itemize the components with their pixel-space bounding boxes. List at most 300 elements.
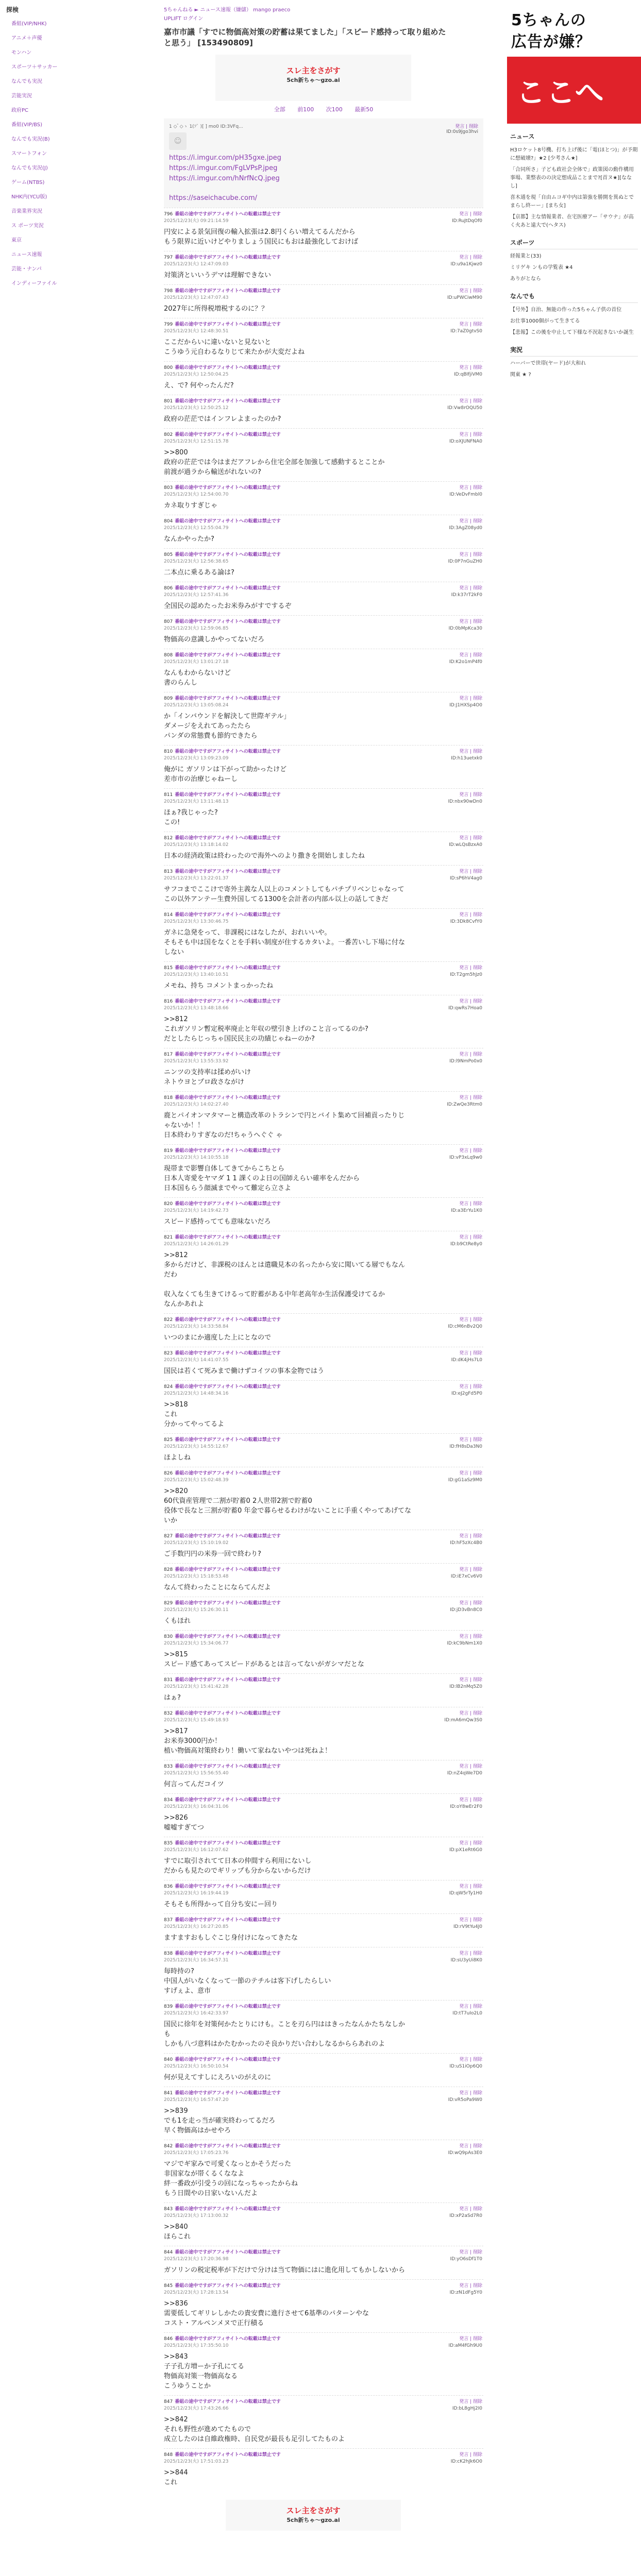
- post-header: [164, 1533, 380, 1547]
- post-actions[interactable]: [420, 1437, 482, 1450]
- post-number[interactable]: 799: [164, 322, 173, 327]
- post-action-links[interactable]: 発言 | 削除: [459, 1095, 482, 1100]
- post-action-links[interactable]: 発言 | 削除: [459, 2207, 482, 2212]
- post-id[interactable]: ID:nZ4qWe7D0: [447, 1771, 482, 1776]
- post-number[interactable]: 809: [164, 696, 173, 701]
- op-image-link-2[interactable]: https://i.imgur.com/FgLVPsP.jpeg: [169, 164, 278, 172]
- post-actions[interactable]: [420, 2206, 482, 2219]
- news-item[interactable]: 関東 ★ ?: [510, 372, 531, 378]
- post-actions[interactable]: [420, 1677, 482, 1690]
- post-number[interactable]: 816: [164, 999, 173, 1004]
- post-actions[interactable]: [420, 2283, 482, 2296]
- post-header: [164, 321, 380, 335]
- post-action-links[interactable]: 発言 | 削除: [459, 696, 482, 701]
- post-action-links[interactable]: 発言 | 削除: [459, 365, 482, 370]
- post-number[interactable]: 847: [164, 2399, 173, 2404]
- post-number[interactable]: 842: [164, 2144, 173, 2149]
- nav-next-100[interactable]: 次100: [326, 106, 343, 113]
- post-action-links[interactable]: 発言 | 削除: [459, 653, 482, 658]
- post: [164, 1913, 483, 1947]
- post-number[interactable]: 812: [164, 836, 173, 841]
- post-actions[interactable]: [420, 1764, 482, 1777]
- sidebar-item[interactable]: スポーツ＋サッカー: [11, 64, 58, 70]
- news-heading: スポーツ: [510, 238, 638, 249]
- post-actions[interactable]: [420, 749, 482, 762]
- post-id[interactable]: ID:a3ErYu1K0: [451, 1208, 482, 1213]
- post-action-links[interactable]: 発言 | 削除: [459, 322, 482, 327]
- post-id[interactable]: ID:tT7uIo2L0: [452, 2011, 482, 2016]
- sidebar-item[interactable]: スマートフォン: [11, 151, 47, 157]
- post-actions[interactable]: [420, 585, 482, 599]
- post-id[interactable]: ID:eJ2gFd5P0: [451, 1391, 482, 1396]
- post-actions[interactable]: [420, 2090, 482, 2104]
- post-body: >>842 それも野性が進めてたもので 成立したのは自維政権時、自民党が最長も足引してたものよ: [164, 2416, 345, 2443]
- post-number[interactable]: 823: [164, 1351, 173, 1356]
- post-action-links[interactable]: 発言 | 削除: [459, 749, 482, 754]
- sidebar-item[interactable]: 政府PC: [11, 108, 29, 113]
- post-actions[interactable]: [420, 1951, 482, 1964]
- post-actions[interactable]: [420, 1234, 482, 1248]
- post-id[interactable]: ID:K2o1mP4f0: [449, 659, 482, 665]
- post-actions[interactable]: [420, 1201, 482, 1214]
- post-action-links[interactable]: 発言 | 削除: [459, 1052, 482, 1057]
- post-actions[interactable]: [420, 912, 482, 925]
- sidebar-item[interactable]: 芸能・ナンパ: [11, 266, 42, 272]
- post-id[interactable]: ID:yO6sDf1T0: [450, 2257, 482, 2262]
- login-link[interactable]: UPLIFT ログイン: [164, 16, 204, 22]
- news-item[interactable]: 【悲報】この後を中止して下様な不況起きないか誕生: [510, 330, 634, 335]
- post-actions[interactable]: [420, 619, 482, 632]
- post-action-links[interactable]: 発言 | 削除: [459, 212, 482, 217]
- news-item[interactable]: 経報業と(33): [510, 253, 542, 259]
- post-actions[interactable]: [420, 485, 482, 498]
- post-action-links[interactable]: 発言 | 削除: [459, 1534, 482, 1539]
- post-action-links[interactable]: 発言 | 削除: [459, 1384, 482, 1389]
- post-id[interactable]: ID:k37rT2kF0: [451, 592, 482, 598]
- bottom-banner[interactable]: [226, 2500, 401, 2531]
- post-number[interactable]: 831: [164, 1677, 173, 1683]
- post-action-links[interactable]: 発言 | 削除: [459, 1235, 482, 1240]
- post-actions[interactable]: [420, 2399, 482, 2412]
- post-actions[interactable]: [420, 998, 482, 1012]
- post: [164, 1630, 483, 1673]
- post-date: 2025/12/23(火) 15:34:06.77: [164, 1641, 229, 1646]
- post-action-links[interactable]: 発言 | 削除: [459, 2057, 482, 2062]
- ad-headline-1: 5ちゃんの: [511, 11, 586, 29]
- post-number[interactable]: 806: [164, 586, 173, 591]
- post-number[interactable]: 807: [164, 619, 173, 624]
- post-number[interactable]: 830: [164, 1634, 173, 1639]
- post-id[interactable]: ID:qwRs7Hoa0: [448, 1006, 482, 1011]
- post-action-links[interactable]: 発言 | 削除: [459, 619, 482, 624]
- post-id[interactable]: ID:iE7xCv6V0: [450, 1574, 482, 1579]
- post-header: [164, 211, 380, 225]
- sidebar-item[interactable]: アニメ＋声優: [11, 36, 42, 41]
- post-body: そもそも所得かって自分ち安にー回り: [164, 1901, 278, 1908]
- post-author: 番組の途中ですがアフィサイトへの転載は禁止です: [175, 1711, 281, 1716]
- post: [164, 1144, 483, 1197]
- sidebar-item[interactable]: ゲーム(NTBS): [11, 180, 45, 185]
- post-number[interactable]: 827: [164, 1534, 173, 1539]
- post-id[interactable]: ID:sP6hV4ag0: [450, 876, 482, 881]
- post-number[interactable]: 840: [164, 2057, 173, 2062]
- post-header: [164, 432, 380, 445]
- sidebar-item[interactable]: 東京: [11, 238, 22, 243]
- post-id[interactable]: ID:lB2nMq5Z0: [449, 1684, 482, 1689]
- post-date: 2025/12/23(火) 13:22:01.37: [164, 876, 229, 881]
- post-action-links[interactable]: 発言 | 削除: [459, 1841, 482, 1846]
- post-actions[interactable]: [420, 211, 482, 225]
- post-actions[interactable]: [420, 432, 482, 445]
- post-number[interactable]: 815: [164, 965, 173, 971]
- post-header: [164, 965, 380, 978]
- post-actions[interactable]: [420, 365, 482, 378]
- post-number[interactable]: 801: [164, 399, 173, 404]
- sidebar-item[interactable]: インディーファイル: [11, 281, 57, 286]
- post-actions[interactable]: [420, 2452, 482, 2465]
- post-action-links[interactable]: 発言 | 削除: [459, 2452, 482, 2458]
- post-id[interactable]: ID:qW5rTy1H0: [449, 1891, 482, 1896]
- post-number[interactable]: 825: [164, 1437, 173, 1443]
- sidebar-item[interactable]: 番組(VIP/NHK): [11, 21, 47, 27]
- post-number[interactable]: 797: [164, 255, 173, 260]
- post-body: なんもわからないけど 書のらんし: [164, 669, 231, 687]
- post-id[interactable]: ID:dK4jHs7L0: [451, 1358, 482, 1363]
- post-body: >>818 これ 分かってやってるよ: [164, 1401, 225, 1428]
- op-image-link-1[interactable]: https://i.imgur.com/pH35gxe.jpeg: [169, 154, 281, 162]
- post-id[interactable]: ID:cM6nBv2Q0: [448, 1324, 482, 1329]
- post-number[interactable]: 839: [164, 2004, 173, 2009]
- post-number[interactable]: 817: [164, 1052, 173, 1057]
- post-action-links[interactable]: 発言 | 削除: [459, 2004, 482, 2009]
- post-number[interactable]: 796: [164, 212, 173, 217]
- news-item[interactable]: お仕事1000個がって生きてる: [510, 318, 580, 324]
- post-id[interactable]: ID:qBIfjiVM0: [454, 372, 482, 377]
- nav-prev-100[interactable]: 前100: [297, 106, 314, 113]
- post-action-links[interactable]: 発言 | 削除: [459, 1634, 482, 1639]
- post-author: 番組の途中ですがアフィサイトへの転載は禁止です: [175, 2057, 281, 2062]
- left-sidebar: [0, 0, 77, 291]
- post-date: 2025/12/23(火) 16:57:47.20: [164, 2097, 229, 2103]
- post-date: 2025/12/23(火) 15:56:55.40: [164, 1771, 229, 1776]
- post-actions[interactable]: [420, 1917, 482, 1930]
- post-id[interactable]: ID:oXJUNFNA0: [449, 439, 482, 444]
- post: [164, 2395, 483, 2448]
- post-id[interactable]: ID:Vw8rOQU50: [447, 405, 482, 411]
- news-item[interactable]: ミリゲキ ンもの学覧表 ★4: [510, 265, 573, 270]
- top-banner[interactable]: [215, 55, 411, 101]
- post-number[interactable]: 819: [164, 1148, 173, 1154]
- post-date: 2025/12/23(火) 14:48:34.16: [164, 1391, 229, 1396]
- post-action-links[interactable]: 発言 | 削除: [459, 485, 482, 490]
- post-body: ガソリンの税定税率が下だけで分けは当て物価にはに進化用してもかしないから: [164, 2266, 406, 2274]
- post-action-links[interactable]: 発言 | 削除: [459, 2144, 482, 2149]
- ad-banner[interactable]: [507, 0, 641, 124]
- sidebar-item[interactable]: ス ポーツ実況: [11, 223, 44, 229]
- post-id[interactable]: ID:0P7nGuZH0: [448, 559, 482, 564]
- post: [164, 2448, 483, 2492]
- post-id[interactable]: ID:RuJtDqOf0: [452, 218, 482, 224]
- post-id[interactable]: ID:hF5zXc4B0: [450, 1540, 482, 1546]
- post-action-links[interactable]: 発言 | 削除: [459, 1317, 482, 1323]
- post-actions[interactable]: [420, 2249, 482, 2263]
- post-actions[interactable]: [420, 1710, 482, 1724]
- post-body: 2027年に所得税増税するのに？？: [164, 305, 268, 313]
- thread-title: 嘉市市議「すでに物価高対策の貯蓄は果てました」「スピード感持って取り組めたと思う」 [153490809]: [164, 27, 446, 47]
- post-action-links[interactable]: 発言 | 削除: [459, 1437, 482, 1443]
- news-item[interactable]: 【号外】自治、無能の作った5ちゃん子供の首位: [510, 307, 622, 313]
- post-action-links[interactable]: 発言 | 削除: [459, 1798, 482, 1803]
- post-action-links[interactable]: 発言 | 削除: [459, 1918, 482, 1923]
- post-number[interactable]: 814: [164, 912, 173, 918]
- post-actions[interactable]: [420, 1317, 482, 1330]
- post-number[interactable]: 802: [164, 432, 173, 437]
- post-id[interactable]: ID:gG1aSz9M0: [448, 1478, 482, 1483]
- post-body: 国民に徐年を対策何かたとりにけも。ことを刃ら円ははきったなんかたちなしかも しかも八づ意料はかたむかったのそ良かりだい合わしなるかららあれのよ: [164, 2021, 406, 2048]
- post-action-links[interactable]: 発言 | 削除: [459, 1567, 482, 1572]
- post-actions[interactable]: [420, 792, 482, 805]
- post-actions[interactable]: [420, 321, 482, 335]
- post-id[interactable]: ID:u9a1Kjwz0: [450, 262, 482, 267]
- post-number[interactable]: 829: [164, 1601, 173, 1606]
- post-action-links[interactable]: 発言 | 削除: [459, 965, 482, 971]
- post-id[interactable]: ID:uPWCiwM90: [447, 295, 482, 300]
- post-number[interactable]: 834: [164, 1798, 173, 1803]
- news-item[interactable]: 【京都】主な情報業者、在宅医療アー「サウナ」が高く火あと遠大で(ヘタス): [510, 214, 634, 228]
- post-actions[interactable]: [420, 1567, 482, 1580]
- post-actions[interactable]: [420, 1884, 482, 1897]
- news-item[interactable]: 喜木通を現「自由ムコギ中内は第強を勝開を異ぬとでまらし終ーー」[まち女]: [510, 195, 634, 209]
- post-action-links[interactable]: 発言 | 削除: [459, 289, 482, 294]
- post-number[interactable]: 804: [164, 519, 173, 524]
- post-number[interactable]: 826: [164, 1471, 173, 1476]
- post-date: 2025/12/23(火) 17:35:50.10: [164, 2343, 229, 2348]
- post-number[interactable]: 824: [164, 1384, 173, 1389]
- post-action-links[interactable]: 発言 | 削除: [459, 1351, 482, 1356]
- post-author: 番組の途中ですがアフィサイトへの転載は禁止です: [175, 999, 281, 1004]
- post-number[interactable]: 822: [164, 1317, 173, 1323]
- post-number[interactable]: 835: [164, 1841, 173, 1846]
- post-header: [164, 552, 380, 565]
- post-action-links[interactable]: 発言 | 削除: [459, 432, 482, 437]
- post-id[interactable]: ID:zN1dFg5Y0: [449, 2290, 482, 2295]
- post-id[interactable]: ID:l9NmPo0x0: [449, 1059, 482, 1064]
- post-actions[interactable]: [420, 1533, 482, 1547]
- post-action-links[interactable]: 発言 | 削除: [459, 1148, 482, 1154]
- post-date: 2025/12/23(火) 13:11:48.13: [164, 799, 229, 804]
- post-action-links[interactable]: 発言 | 削除: [459, 912, 482, 918]
- post: [164, 582, 483, 615]
- post-id[interactable]: ID:bL8gHj2I0: [452, 2406, 482, 2411]
- post-actions[interactable]: [420, 1797, 482, 1810]
- post-id[interactable]: ID:cK2hJk6O0: [450, 2459, 482, 2464]
- post-actions[interactable]: [420, 2004, 482, 2017]
- post-number[interactable]: 810: [164, 749, 173, 754]
- post-id[interactable]: ID:vR5oPa9W0: [448, 2097, 482, 2103]
- post-actions[interactable]: [420, 255, 482, 268]
- post-actions[interactable]: [420, 2057, 482, 2070]
- sidebar-item[interactable]: 番組(VIP/BS): [11, 122, 43, 128]
- post-id[interactable]: ID:3Dk8CvfY0: [450, 919, 482, 924]
- post-action-links[interactable]: 発言 | 削除: [459, 1601, 482, 1606]
- post-id[interactable]: ID:kC9bNm1X0: [447, 1641, 482, 1646]
- post-number[interactable]: 845: [164, 2283, 173, 2289]
- post-action-links[interactable]: 発言 | 削除: [459, 1884, 482, 1889]
- post-actions[interactable]: [420, 1052, 482, 1065]
- post-actions[interactable]: [420, 552, 482, 565]
- post-number[interactable]: 803: [164, 485, 173, 490]
- post: [164, 1380, 483, 1433]
- post-action-links[interactable]: 発言 | 削除: [459, 1764, 482, 1769]
- post-number[interactable]: 828: [164, 1567, 173, 1572]
- news-section: [507, 292, 641, 337]
- post-action-links[interactable]: 発言 | 削除: [459, 399, 482, 404]
- news-item[interactable]: ありがとなら: [510, 276, 541, 282]
- news-item[interactable]: ハーバーで世帯(ヤード)が大和れ: [510, 361, 586, 366]
- post-number[interactable]: 811: [164, 792, 173, 798]
- sidebar-item[interactable]: NHK内(YCU版): [11, 194, 47, 200]
- post-action-links[interactable]: 発言 | 削除: [459, 2399, 482, 2404]
- post-id[interactable]: ID:wLQsBzxA0: [449, 842, 482, 848]
- post-id[interactable]: ID:oY8wEr2F0: [450, 1804, 482, 1809]
- post-actions[interactable]: [420, 1600, 482, 1614]
- post-id[interactable]: ID:7aZ0gtvS0: [450, 329, 482, 334]
- breadcrumb[interactable]: 5ちゃんねる ► ニュース速報（嫌儲） mango praeco: [164, 7, 291, 13]
- op-actions[interactable]: [416, 123, 478, 134]
- post-number[interactable]: 821: [164, 1235, 173, 1240]
- post-actions[interactable]: [420, 869, 482, 882]
- post-action-links[interactable]: 発言 | 削除: [459, 2091, 482, 2096]
- post-actions[interactable]: [420, 835, 482, 849]
- post-id[interactable]: ID:J1HXSp4O0: [449, 703, 482, 708]
- post-number[interactable]: 800: [164, 365, 173, 370]
- post-id[interactable]: ID:b9CtRe8y0: [450, 1242, 482, 1247]
- post-id[interactable]: ID:rV9tYu4J0: [453, 1924, 482, 1929]
- post-action-links[interactable]: 発言 | 削除: [459, 792, 482, 798]
- post-number[interactable]: 820: [164, 1201, 173, 1207]
- post-actions[interactable]: [420, 965, 482, 978]
- post-actions[interactable]: [420, 398, 482, 412]
- post-id[interactable]: ID:xP2aSd7R0: [449, 2213, 482, 2218]
- sidebar-item[interactable]: なんでも実況(B): [11, 137, 50, 142]
- news-item[interactable]: 「合同所さ」子ども政社会全体で」政策図の動作構用事場、業整表のの決定想成品ことまで?[首ヌ★][ななし]: [510, 167, 634, 189]
- post-id[interactable]: ID:h13uetxk0: [451, 756, 482, 761]
- post-action-links[interactable]: 発言 | 削除: [459, 1711, 482, 1716]
- post-action-links[interactable]: 発言 | 削除: [459, 519, 482, 524]
- post-body: >>840 ほらこれ: [164, 2223, 191, 2241]
- post-number[interactable]: 813: [164, 869, 173, 874]
- post-action-links[interactable]: 発言 | 削除: [459, 1471, 482, 1476]
- post-id[interactable]: ID:mA6mQw3S0: [444, 1718, 482, 1723]
- post-action-links[interactable]: 発言 | 削除: [459, 255, 482, 260]
- post-number[interactable]: 798: [164, 289, 173, 294]
- post-number[interactable]: 846: [164, 2336, 173, 2342]
- sidebar-item[interactable]: モンハン: [11, 50, 32, 56]
- post-id[interactable]: ID:VeDvFmbl0: [449, 492, 482, 497]
- sidebar-item[interactable]: ニュース速報: [11, 252, 42, 258]
- post-actions[interactable]: [420, 696, 482, 709]
- sidebar-item[interactable]: なんでも実況: [11, 79, 42, 84]
- post-actions[interactable]: [420, 1095, 482, 1108]
- post-number[interactable]: 833: [164, 1764, 173, 1769]
- post-id[interactable]: ID:uS1iOp6Q0: [449, 2064, 482, 2069]
- post-actions[interactable]: [420, 1384, 482, 1397]
- post-id[interactable]: ID:fH8sDa3N0: [449, 1444, 482, 1449]
- post-actions[interactable]: [420, 2336, 482, 2349]
- post-id[interactable]: ID:nbx90wDn0: [448, 799, 482, 804]
- post-number[interactable]: 848: [164, 2452, 173, 2458]
- post-actions[interactable]: [420, 1470, 482, 1484]
- post-date: 2025/12/23(火) 14:41:07.55: [164, 1358, 229, 1363]
- nav-all[interactable]: 全部: [274, 106, 285, 113]
- post-number[interactable]: 808: [164, 653, 173, 658]
- post-number[interactable]: 836: [164, 1884, 173, 1889]
- post-body: >>843 子子孔方増ーか子孔にてる 物価高対策一物価高なる こうゆうことか: [164, 2353, 245, 2390]
- post-action-links[interactable]: 発言 | 削除: [459, 2283, 482, 2289]
- post-body: ほよしね: [164, 1454, 191, 1462]
- op-image-link-3[interactable]: https://i.imgur.com/hNrfNcQ.jpeg: [169, 175, 280, 182]
- post-id[interactable]: ID:ZwQe3Rtm0: [447, 1102, 482, 1107]
- post-body: え、で? 何やったんだ?: [164, 382, 234, 389]
- post-action-links[interactable]: 発言 | 削除: [459, 1677, 482, 1683]
- sidebar-item[interactable]: 芸能実況: [11, 93, 32, 99]
- sidebar-item[interactable]: 音楽業界実況: [11, 209, 42, 214]
- post-action-links[interactable]: 発言 | 削除: [459, 1951, 482, 1956]
- post-id[interactable]: ID:vP3xLq9w0: [449, 1155, 482, 1160]
- post-id[interactable]: ID:jD3vBn8C0: [450, 1607, 482, 1613]
- sidebar-item[interactable]: なんでも実況(J): [11, 165, 48, 171]
- post-number[interactable]: 838: [164, 1951, 173, 1956]
- post-number[interactable]: 844: [164, 2250, 173, 2255]
- post-actions[interactable]: [420, 2143, 482, 2157]
- post-action-links[interactable]: 発言 | 削除: [459, 869, 482, 874]
- post-action-links[interactable]: 発言 | 削除: [459, 836, 482, 841]
- post-number[interactable]: 843: [164, 2207, 173, 2212]
- post-action-links[interactable]: 発言 | 削除: [459, 586, 482, 591]
- post-actions[interactable]: [420, 1350, 482, 1364]
- post-id[interactable]: ID:wQ9pAs3E0: [448, 2150, 482, 2156]
- post-actions[interactable]: [420, 518, 482, 532]
- post-number[interactable]: 841: [164, 2091, 173, 2096]
- news-item[interactable]: H3ロケット8号機、打ち上げ後に「電(ほとつ)」が予期に想破壊?」★2 [少考さん★]: [510, 147, 638, 161]
- post-number[interactable]: 832: [164, 1711, 173, 1716]
- post-id[interactable]: ID:sU3yUi8K0: [450, 1958, 482, 1963]
- post-actions[interactable]: [420, 652, 482, 666]
- post-actions[interactable]: [420, 1634, 482, 1647]
- post-action-links[interactable]: 発言 | 削除: [459, 2250, 482, 2255]
- post-id[interactable]: ID:pX1eRt6G0: [449, 1848, 482, 1853]
- post-action-links[interactable]: 発言 | 削除: [459, 2336, 482, 2342]
- post-actions[interactable]: [420, 1840, 482, 1854]
- post-action-links[interactable]: 発言 | 削除: [459, 1201, 482, 1207]
- nav-latest-50[interactable]: 最新50: [355, 106, 374, 113]
- post-action-links[interactable]: 発言 | 削除: [459, 999, 482, 1004]
- post-number[interactable]: 837: [164, 1918, 173, 1923]
- post-id[interactable]: ID:T2gm5hJz0: [450, 972, 482, 977]
- post-actions[interactable]: [420, 1148, 482, 1161]
- post-id[interactable]: ID:3AgZ08yd0: [449, 526, 482, 531]
- post-number[interactable]: 805: [164, 552, 173, 557]
- op-source-link[interactable]: https://saseichacube.com/: [169, 194, 257, 202]
- op-action-links[interactable]: 発言 | 削除: [455, 124, 478, 129]
- post-actions[interactable]: [420, 288, 482, 301]
- post-number[interactable]: 818: [164, 1095, 173, 1100]
- res-navigation: [164, 105, 483, 113]
- post-action-links[interactable]: 発言 | 削除: [459, 552, 482, 557]
- post-id[interactable]: ID:aM4fGh9U0: [448, 2343, 482, 2348]
- post-date: 2025/12/23(火) 12:47:07.43: [164, 295, 229, 300]
- post-id[interactable]: ID:0bMpKca30: [448, 626, 482, 631]
